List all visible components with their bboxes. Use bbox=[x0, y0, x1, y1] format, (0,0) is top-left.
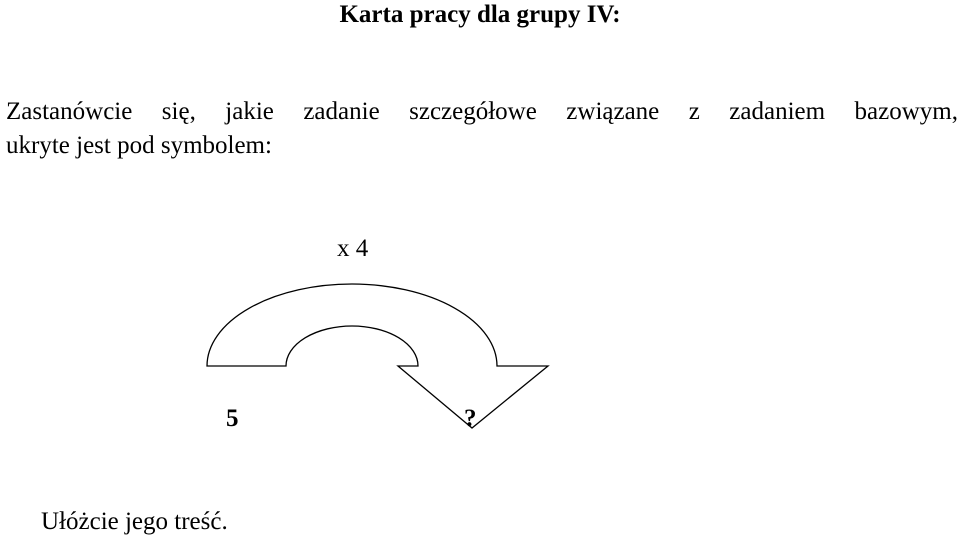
operator-label: x 4 bbox=[337, 235, 369, 262]
question-line-1: Zastanówcie się, jakie zadanie szczegółowe związane z zadaniem bazowym, bbox=[6, 98, 958, 125]
question-line-2: ukryte jest pod symbolem: bbox=[6, 132, 272, 159]
curved-arrow-shape bbox=[207, 284, 548, 428]
result-value: ? bbox=[464, 405, 477, 432]
worksheet-title: Karta pracy dla grupy IV: bbox=[339, 1, 621, 28]
start-value: 5 bbox=[226, 405, 239, 432]
instruction-text: Ułóżcie jego treść. bbox=[41, 508, 228, 535]
